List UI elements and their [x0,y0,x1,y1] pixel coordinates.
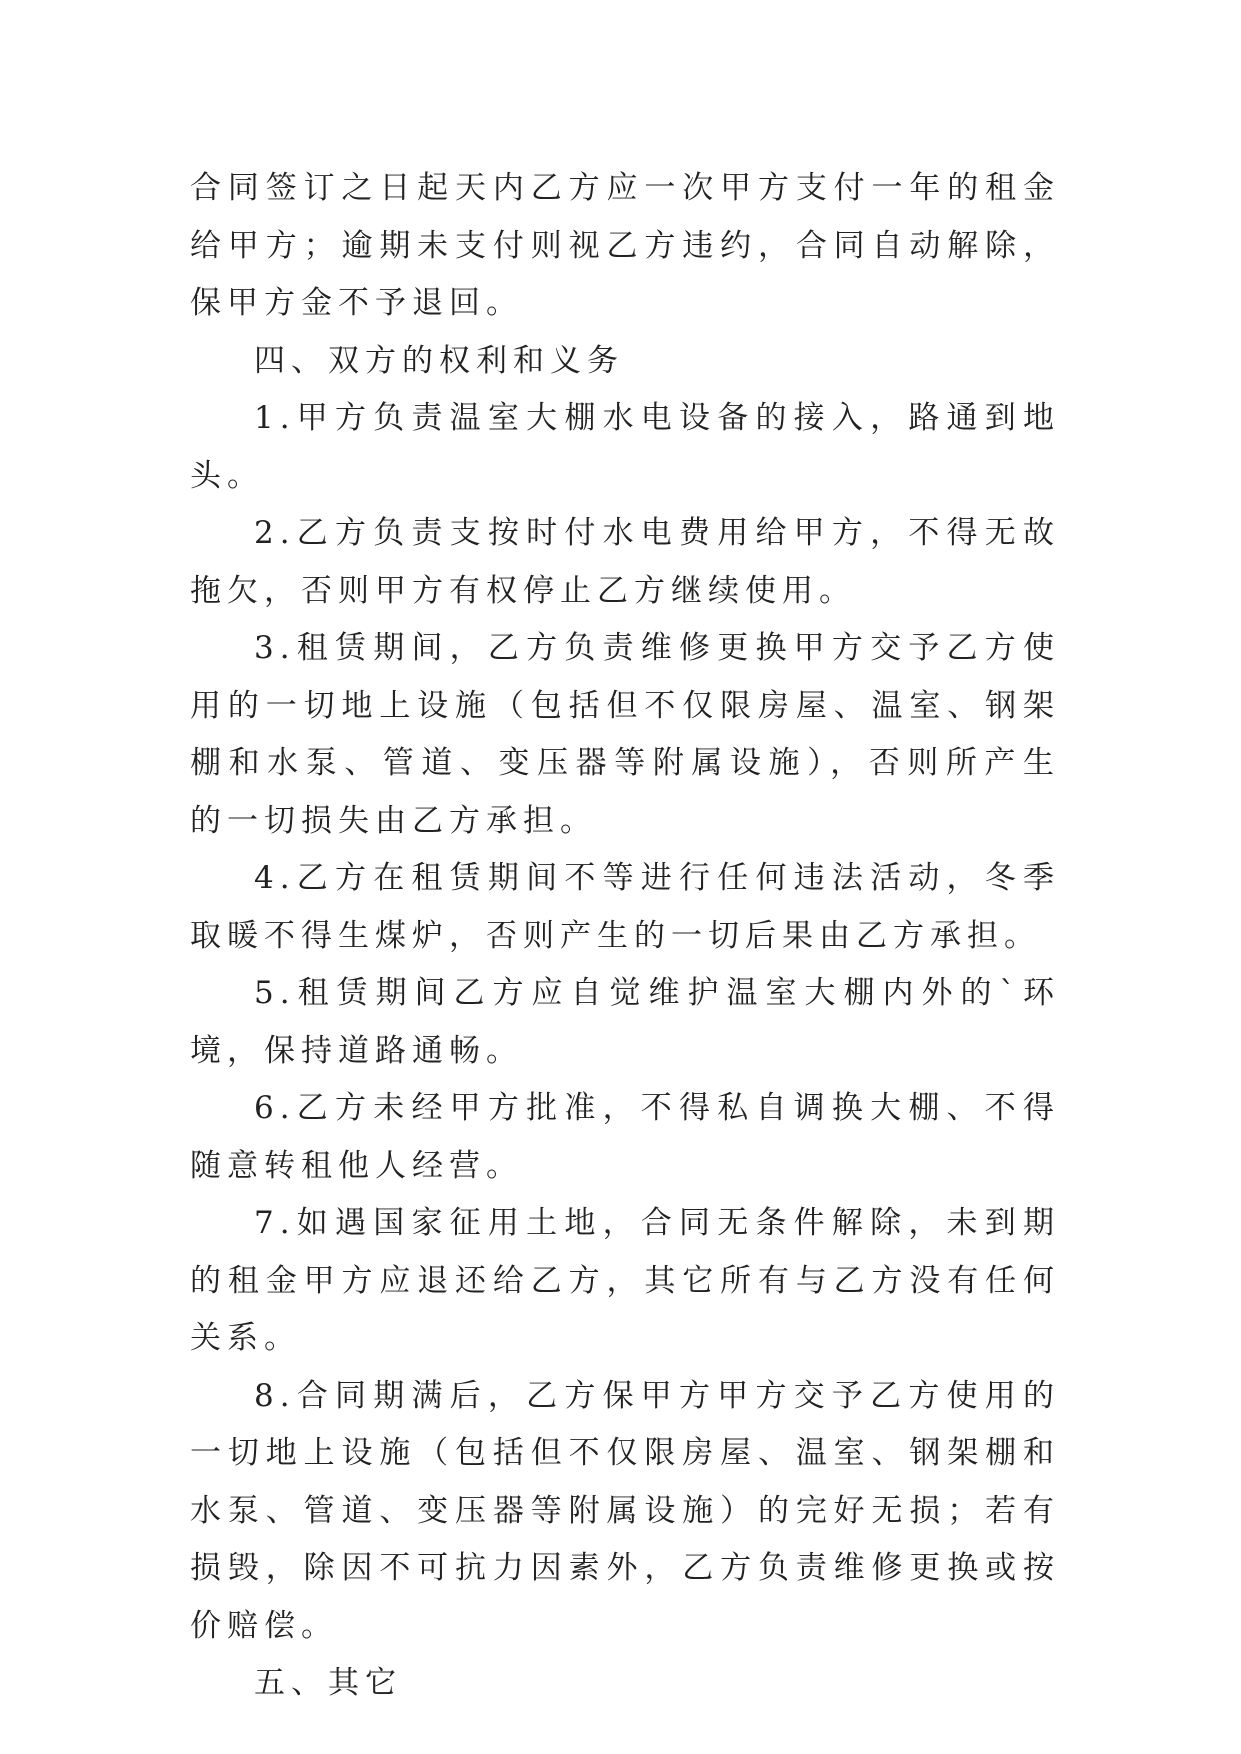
clause-6: 6.乙方未经甲方批准，不得私自调换大棚、不得随意转租他人经营。 [190,1090,1060,1184]
clause-3: 3.租赁期间，乙方负责维修更换甲方交予乙方使用的一切地上设施（包括但不仅限房屋、温室、钢架棚和水泵、管道、变压器等附属设施），否则所产生的一切损失由乙方承担。 [190,630,1060,839]
clause-1: 1.甲方负责温室大棚水电设备的接入，路通到地头。 [190,400,1060,494]
section-heading-rights-obligations: 四、双方的权利和义务 [254,342,624,379]
clause-2: 2.乙方负责支按时付水电费用给甲方，不得无故拖欠，否则甲方有权停止乙方继续使用。 [190,515,1060,609]
clause-7: 7.如遇国家征用土地，合同无条件解除，未到期的租金甲方应退还给乙方，其它所有与乙方没有任何关系。 [190,1205,1060,1356]
clause-8: 8.合同期满后，乙方保甲方甲方交予乙方使用的一切地上设施（包括但不仅限房屋、温室、钢架棚和水泵、管道、变压器等附属设施）的完好无损；若有损毁，除因不可抗力因素外，乙方负责维修更换或按价赔偿。 [190,1377,1060,1644]
contract-body [190,160,1060,1713]
clause-5: 5.租赁期间乙方应自觉维护温室大棚内外的`环境，保持道路通畅。 [190,975,1060,1069]
section-heading-other: 五、其它 [254,1665,402,1701]
clause-4: 4.乙方在租赁期间不等进行任何违法活动，冬季取暖不得生煤炉，否则产生的一切后果由乙方承担。 [190,860,1060,954]
paragraph-rent-payment: 合同签订之日起天内乙方应一次甲方支付一年的租金给甲方；逾期未支付则视乙方违约，合同自动解除，保甲方金不予退回。 [190,170,1060,321]
